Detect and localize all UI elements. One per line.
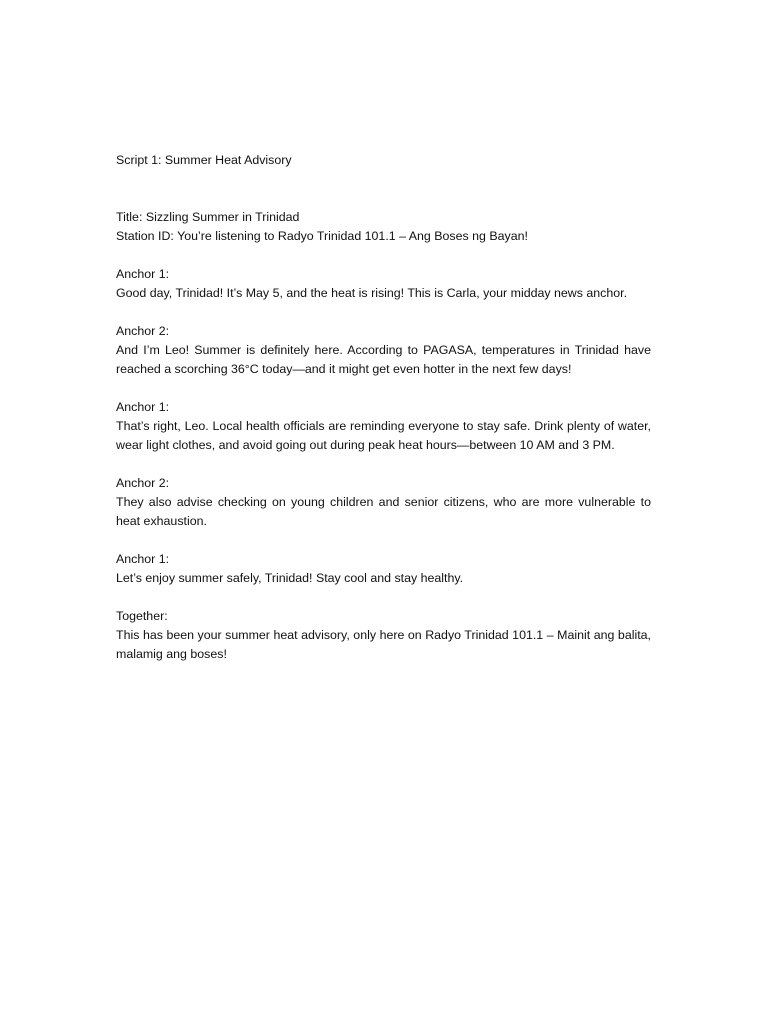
station-id: Station ID: You’re listening to Radyo Trinidad 101.1 – Ang Boses ng Bayan! <box>116 229 528 243</box>
script-title: Title: Sizzling Summer in Trinidad <box>116 210 300 224</box>
spacer <box>116 379 651 398</box>
speaker-label: Anchor 1: <box>116 400 170 414</box>
dialogue-text: Let’s enjoy summer safely, Trinidad! Stay cool and stay healthy. <box>116 571 464 585</box>
speaker-label: Together: <box>116 609 168 623</box>
spacer <box>116 531 651 550</box>
speaker-label: Anchor 2: <box>116 476 170 490</box>
document-page <box>116 151 651 664</box>
dialogue-text: This has been your summer heat advisory, only here on Radyo Trinidad 101.1 – Mainit ang balita, malamig ang boses! <box>116 628 651 661</box>
spacer <box>116 455 651 474</box>
dialogue-text: Good day, Trinidad! It’s May 5, and the heat is rising! This is Carla, your midday news anchor. <box>116 286 628 300</box>
dialogue-text: And I’m Leo! Summer is definitely here. According to PAGASA, temperatures in Trinidad have reached a scorching 36°C today—and it might get even hotter in the next few days! <box>116 343 651 376</box>
spacer <box>116 170 651 208</box>
speaker-label: Anchor 2: <box>116 324 170 338</box>
spacer <box>116 303 651 322</box>
speaker-label: Anchor 1: <box>116 552 170 566</box>
speaker-label: Anchor 1: <box>116 267 170 281</box>
dialogue-text: They also advise checking on young children and senior citizens, who are more vulnerable to heat exhaustion. <box>116 495 651 528</box>
script-heading: Script 1: Summer Heat Advisory <box>116 153 292 167</box>
spacer <box>116 246 651 265</box>
dialogue-text: That’s right, Leo. Local health officials are reminding everyone to stay safe. Drink plenty of water, wear light clothes, and avoid going out during peak heat hours—between 10 AM and 3 PM. <box>116 419 651 452</box>
spacer <box>116 588 651 607</box>
